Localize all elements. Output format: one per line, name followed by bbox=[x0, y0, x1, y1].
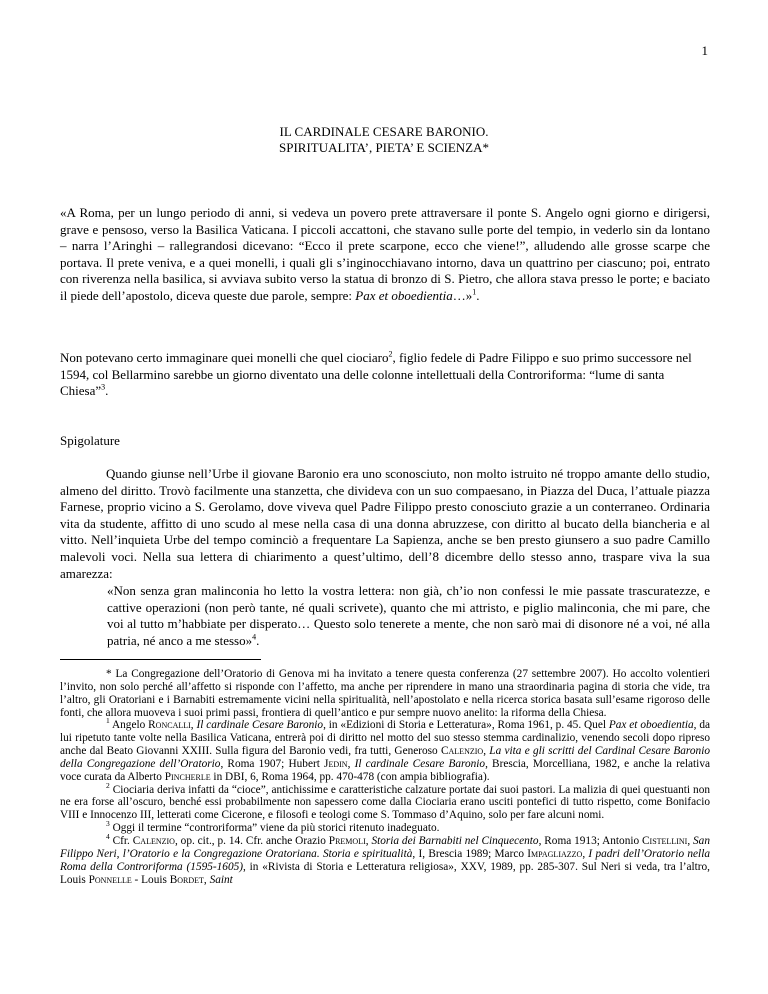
footnote-ref-3: 3 bbox=[101, 382, 106, 392]
opening-quote-paragraph: «A Roma, per un lungo periodo di anni, si vedeva un povero prete attraversare il ponte S. Angelo ogni giorno e dirigersi, grave e pensoso, verso la Basilica Vaticana. I piccoli accattoni, che stavano sulle porte del tempio, in vederlo sin da lontano – narra l’Aringhi – rallegrandosi dicevano: “Ecco il prete scarpone, ecco che viene!”, alludendo alle grosse scarpe che portava. Il prete veniva, e a quei monelli, i quali gli s’inginocchiavano intorno, dava un quattrino per ciascuno; poi, entrato con riverenza nella basilica, si avviava subito verso la statua di bronzo di S. Pietro, che allora stava presso le porte; e baciato il piede dell’apostolo, diceva queste due parole, sempre: Pax et oboedientia…»$^1$. bbox=[60, 205, 710, 303]
block-quote-letter: «Non senza gran malinconia ho letto la vostra lettera: non già, ch’io non confessi le mie passate trascuratezze, e cattive operazioni (non però tante, né quali scrivete), quanto che mi attristo, e piglio malinconia, che mi pare, che voi al tutto m’habbiate per disperato… Questo solo tenerete a mente, che non sarò mai di disonore né a voi, né alla patria, né anco a me stesso»$^4$. bbox=[107, 583, 710, 648]
title-line-2: SPIRITUALITA’, PIETA’ E SCIENZA* bbox=[279, 140, 489, 155]
page-number: 1 bbox=[701, 43, 708, 58]
footnote-1: $^1$ Angelo Roncalli, Il cardinale Cesare Baronio, in «Edizioni di Storia e Letteratura», Roma 1961, p. 45. Quel Pax et oboedientia, da lui ripetuto tante volte nella Basilica Vaticana, entrerà poi di diritto nel motto del suo stesso stemma cardinalizio, venendo secoli dopo ripreso anche dal Beato Giovanni XXIII. Sulla figura del Baronio vedi, fra tutti, Generoso Calenzio, La vita e gli scritti del Cardinal Cesare Baronio della Congregazione dell’Oratorio, Roma 1907; Hubert Jedin, Il cardinale Cesare Baronio, Brescia, Morcelliana, 1982, e anche la relativa voce curata da Alberto Pincherle in DBI, 6, Roma 1964, pp. 470-478 (con ampia bibliografia). bbox=[60, 716, 711, 783]
document-title bbox=[0, 124, 768, 156]
footnote-4: $^4$ Cfr. Calenzio, op. cit., p. 14. Cfr. anche Orazio Premoli, Storia dei Barnabiti nel Cinquecento, Roma 1913; Antonio Cistellini, San Filippo Neri, l’Oratorio e la Congregazione Oratoriana. Storia e spiritualità, I, Brescia 1989; Marco Impagliazzo, I padri dell’Oratorio nella Roma della Controriforma (1595-1605), in «Rivista di Storia e Letteratura religiosa», XXV, 1989, pp. 285-307. Sul Neri si veda, tra l’altro, Louis Ponnelle - Louis Bordet, Saint bbox=[60, 832, 710, 886]
paragraph-ciociaro: Non potevano certo immaginare quei monelli che quel ciociaro$^2$, figlio fedele di Padre Filippo e suo primo successore nel 1594, col Bellarmino sarebbe un giorno diventato una delle colonne intellettuali della Controriforma: “lume di santa Chiesa”$^3$. bbox=[60, 349, 692, 399]
footnote-3: $^3$ Oggi il termine “controriforma” viene da più storici ritenuto inadeguato. bbox=[106, 819, 440, 835]
footnote-ref-2: 2 bbox=[388, 349, 393, 359]
footnote-separator bbox=[60, 659, 261, 660]
footnote-star: * La Congregazione dell’Oratorio di Genova mi ha invitato a tenere questa conferenza (27 settembre 2007). Ho accolto volentieri l’invito, non solo perché all’affetto si risponde con l’affetto, ma anche per riprendere in mano una straordinaria pagina di storia che vide, tra l’altro, gli Oratoriani e i Barnabiti estremamente vicini nella spiritualità, nell’apostolato e nella ricerca storica basata sull’esame rigoroso delle fonti, che allora muoveva i suoi primi passi, frontiera di quell’antico e pur sempre nuovo anelito: la riforma della Chiesa. bbox=[60, 668, 710, 719]
footnote-2: $^2$ Ciociaria deriva infatti da “cioce”, antichissime e caratteristiche calzature portate dai suoi pastori. La malizia di quei questuanti non ne era forse all’oscuro, benché essi probabilmente non sapessero come dalla Ciociaria erano usciti pontefici di tutto rispetto, come Bonifacio VIII e Innocenzo III, letterati come Cicerone, e filosofi e teologi come S. Tommaso d’Aquino, solo per fare alcuni nomi. bbox=[60, 780, 710, 822]
section-heading: Spigolature bbox=[60, 433, 120, 448]
footnote-ref-1: 1 bbox=[472, 287, 477, 297]
footnote-ref-4: 4 bbox=[252, 632, 257, 642]
title-line-1: IL CARDINALE CESARE BARONIO. bbox=[279, 124, 489, 139]
footnotes bbox=[60, 668, 710, 886]
paragraph-spigolature: Quando giunse nell’Urbe il giovane Baronio era uno sconosciuto, non molto istruito né troppo amante dello studio, almeno del diritto. Trovò facilmente una stanzetta, che divideva con un suo compaesano, in Piazza del Duca, l’attuale piazza Farnese, proprio vicino a S. Gerolamo, dove viveva quel Padre Filippo presto conosciuto grazie a un conterraneo. Ordinaria vita da studente, affitto di uno scudo al mese nella casa di una donna abruzzese, con diritto al bucato della biancheria e al vitto. Nell’inquieta Urbe del tempo cominciò a frequentare La Sapienza, anche se ben presto giunsero a suo padre Camillo malevoli voci. Nella sua lettera di chiarimento a quest’ultimo, dell’8 dicembre dello stesso anno, traspare viva la sua amarezza: bbox=[60, 466, 710, 581]
